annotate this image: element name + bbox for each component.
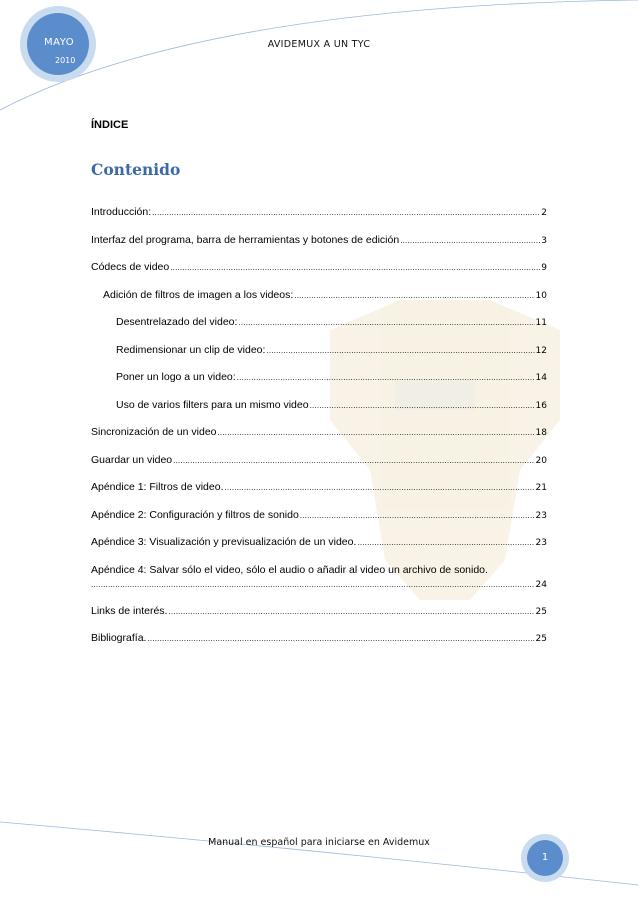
toc-entry[interactable]: Apéndice 3: Visualización y previsualización de un video. ..... 23 (91, 536, 547, 564)
index-heading: ÍNDICE (91, 119, 129, 131)
toc-entry[interactable]: Apéndice 2: Configuración y filtros de sonido ..... 23 (91, 509, 547, 537)
toc-entry[interactable]: Interfaz del programa, barra de herramientas y botones de edición ..... 3 (91, 234, 547, 262)
toc-entry[interactable]: Desentrelazado del video: ..... 11 (91, 316, 547, 344)
table-of-contents (91, 206, 547, 660)
header-month: MAYO (44, 37, 75, 48)
toc-entry[interactable]: Sincronización de un video ..... 18 (91, 426, 547, 454)
toc-entry[interactable]: Poner un logo a un video: ..... 14 (91, 371, 547, 399)
header-year: 2010 (55, 56, 76, 65)
footer-text: Manual en español para iniciarse en Avidemux (208, 837, 430, 848)
page-number: 1 (541, 852, 549, 863)
toc-entry[interactable]: Introducción: ..... 2 (91, 206, 547, 234)
toc-entry[interactable]: Códecs de video ..... 9 (91, 261, 547, 289)
toc-entry[interactable]: Uso de varios filters para un mismo video ..... 16 (91, 399, 547, 427)
contents-title: Contenido (91, 160, 181, 179)
toc-entry[interactable]: Adición de filtros de imagen a los videos: ..... 10 (91, 289, 547, 317)
toc-entry[interactable]: Redimensionar un clip de video: ..... 12 (91, 344, 547, 372)
header-title: AVIDEMUX A UN TYC (267, 39, 371, 50)
toc-entry[interactable]: Apéndice 4: Salvar sólo el video, sólo el audio o añadir al video un archivo de sonido. ..... 24 (91, 564, 547, 605)
toc-entry[interactable]: Bibliografía. ..... 25 (91, 632, 547, 660)
header-decor-line (0, 0, 638, 110)
toc-entry[interactable]: Apéndice 1: Filtros de video. ..... 21 (91, 481, 547, 509)
toc-entry[interactable]: Guardar un video ..... 20 (91, 454, 547, 482)
toc-entry[interactable]: Links de interés. ..... 25 (91, 605, 547, 633)
